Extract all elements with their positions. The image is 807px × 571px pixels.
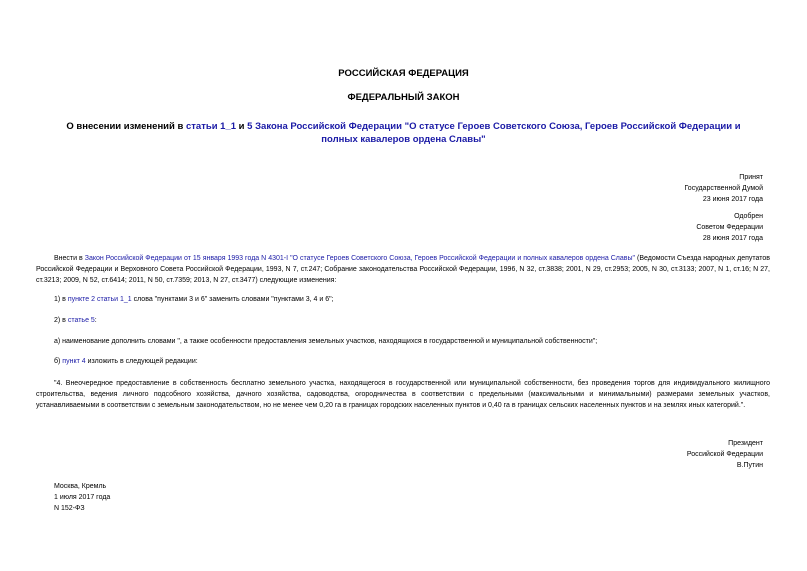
adopted-body: Государственной Думой	[684, 185, 763, 192]
item-1-paragraph	[36, 294, 770, 305]
intro-law-link[interactable]: Закон Российской Федерации от 15 января 1993 года N 4301-I "О статусе Героев Советского Союза, Героев Российской Федерации и полных кавалеров ордена Славы"	[84, 255, 635, 262]
item-2-prefix: 2) в	[54, 317, 68, 324]
footer-block	[54, 481, 110, 514]
item-1-link[interactable]: пункте 2 статьи 1_1	[67, 296, 132, 303]
adopted-label: Принят	[739, 174, 763, 181]
item-2-paragraph	[36, 315, 770, 326]
quote-paragraph	[36, 378, 770, 411]
quote-text: "4. Внеочередное предоставление в собственность бесплатно земельного участка, находящегося в государственной или муниципальной собственности, без проведения торгов для индивидуального жилищного строительства, ведения личного подсобного хозяйства, дачного хозяйства, садоводства, огородничества в соответствии с предельными (максимальными и минимальными) размерами земельных участков, устанавливаемыми в соответствии с земельным законодательством, но не менее чем 0,20 га в границах городских населенных пунктов и 0,40 га в границах сельских населенных пунктов и на землях иных категорий.".	[36, 380, 770, 409]
adopted-date: 23 июня 2017 года	[702, 196, 763, 203]
intro-paragraph	[36, 253, 770, 286]
item-1-rest: слова "пунктами 3 и 6" заменить словами "пунктами 3, 4 и 6";	[131, 296, 334, 303]
intro-rest: (Ведомости Съезда народных депутатов Российской Федерации и Верховного Совета Российской Федерации, 1993, N 7, ст.247; Собрание законодательства Российской Федерации, 1996, N 32, ст.3838; 2001, N 29, ст.2953; 2005, N 30, ст.3133; 2007, N 1, ст.16; N 27, ст.3213; 2009, N 52, ст.6414; 2011, N 50, ст.7359; 2013, N 27, ст.3477) следующие изменения:	[36, 255, 770, 284]
approved-body: Советом Федерации	[696, 224, 763, 231]
item-2b-link[interactable]: пункт 4	[62, 358, 86, 365]
title-link-article-5[interactable]: 5 Закона Российской Федерации "О статусе Героев Советского Союза, Героев Российской Федерации и полных кавалеров ордена Славы"	[247, 121, 741, 145]
title-link-article-1-1[interactable]: статьи 1_1	[185, 121, 237, 132]
item-2a-text: а) наименование дополнить словами ", а также особенности предоставления земельных участков, находящихся в государственной и муниципальной собственности";	[54, 338, 598, 345]
approved-date: 28 июня 2017 года	[702, 235, 763, 242]
signature-country: Российской Федерации	[686, 451, 763, 458]
signature-block	[687, 438, 763, 471]
item-2b-prefix: б)	[54, 358, 63, 365]
intro-prefix: Внести в	[54, 255, 85, 262]
footer-date: 1 июля 2017 года	[54, 494, 111, 501]
title-prefix: О внесении изменений в	[66, 121, 186, 132]
adopted-block	[684, 172, 763, 205]
law-title	[50, 120, 757, 146]
item-2-link[interactable]: статье 5	[67, 317, 95, 324]
item-2b-rest: изложить в следующей редакции:	[85, 358, 198, 365]
item-2b-paragraph	[36, 356, 770, 367]
footer-place: Москва, Кремль	[54, 483, 107, 490]
country-heading: РОССИЙСКАЯ ФЕДЕРАЦИЯ	[338, 68, 469, 79]
approved-label: Одобрен	[734, 213, 763, 220]
law-type-heading: ФЕДЕРАЛЬНЫЙ ЗАКОН	[347, 92, 460, 103]
item-2a-paragraph	[36, 336, 770, 347]
item-2-rest: :	[94, 317, 97, 324]
item-1-prefix: 1) в	[54, 296, 68, 303]
signature-name: В.Путин	[736, 462, 763, 469]
title-mid: и	[236, 121, 248, 132]
approved-block	[696, 211, 763, 244]
footer-number: N 152-ФЗ	[54, 505, 85, 512]
signature-title: Президент	[728, 440, 763, 447]
